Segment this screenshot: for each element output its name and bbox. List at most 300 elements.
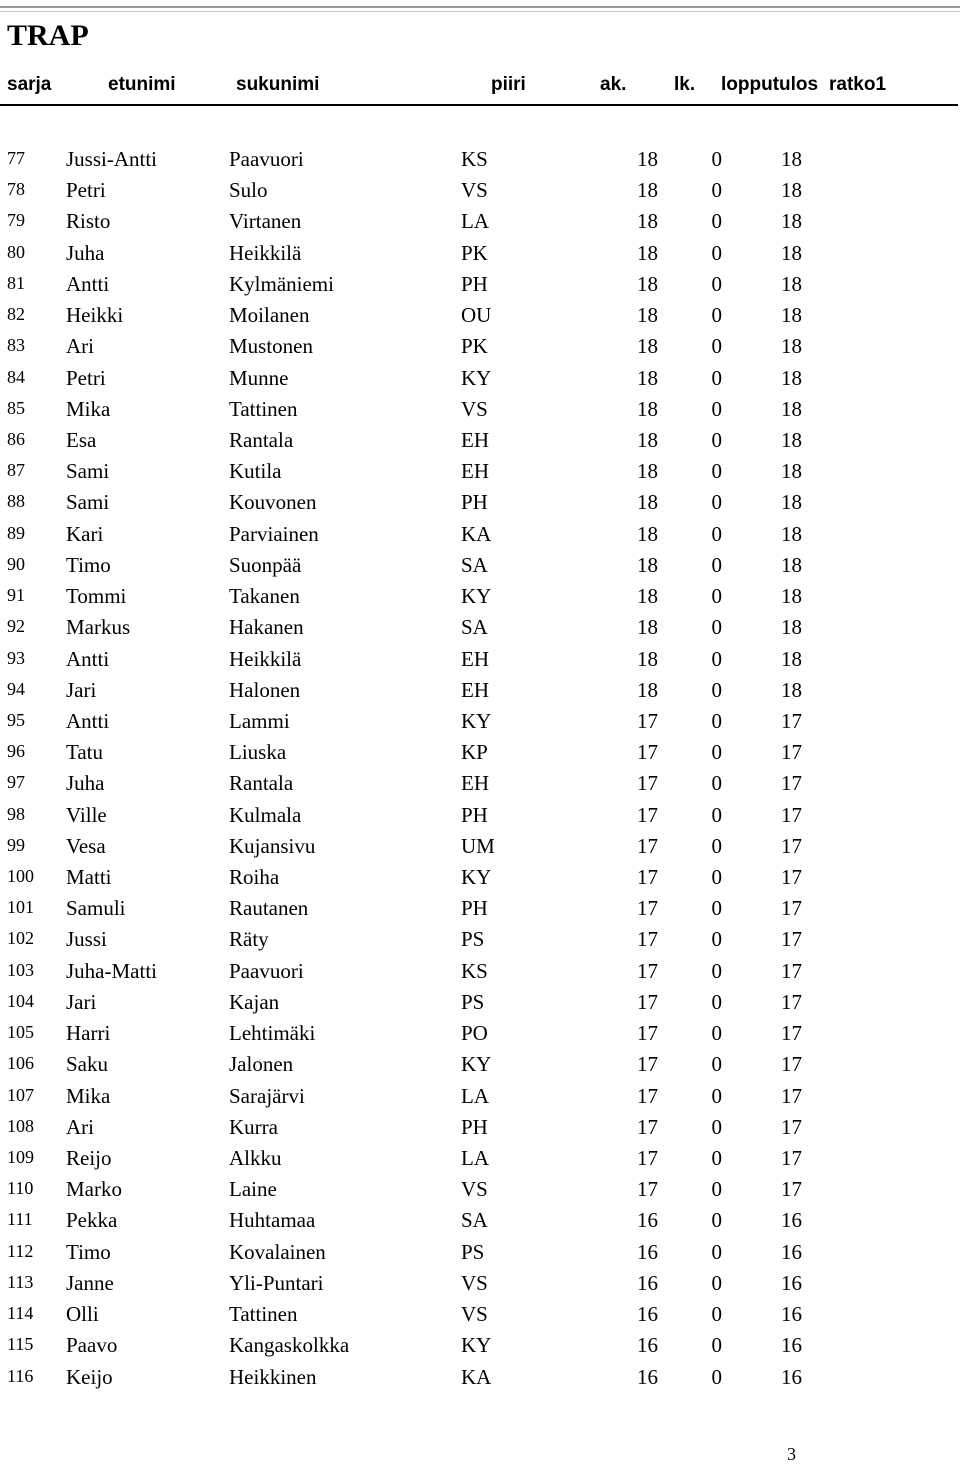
table-row xyxy=(0,176,960,207)
cell-lk: 0 xyxy=(711,927,722,952)
cell-piiri: PH xyxy=(461,896,488,921)
table-row xyxy=(0,207,960,238)
cell-sarja: 100 xyxy=(7,866,34,887)
cell-sukunimi: Rantala xyxy=(229,771,294,796)
cell-lopputulos: 18 xyxy=(781,147,802,171)
cell-etunimi: Timo xyxy=(66,1239,111,1264)
cell-piiri: PO xyxy=(461,1021,488,1046)
cell-piiri: KY xyxy=(461,708,492,733)
cell-piiri: EH xyxy=(461,771,489,796)
cell-piiri: LA xyxy=(461,209,489,234)
table-row xyxy=(0,520,960,551)
cell-sarja: 80 xyxy=(7,241,25,262)
cell-sukunimi: Räty xyxy=(229,927,269,952)
cell-etunimi: Antti xyxy=(66,708,110,733)
cell-ak: 17 xyxy=(637,1177,658,1202)
cell-sarja: 108 xyxy=(7,1115,34,1136)
cell-sukunimi: Paavuori xyxy=(229,147,304,171)
cell-ak: 18 xyxy=(637,490,658,515)
cell-ak: 16 xyxy=(637,1270,658,1295)
cell-lopputulos: 18 xyxy=(781,334,802,359)
cell-sarja: 93 xyxy=(7,647,25,668)
cell-sukunimi: Lammi xyxy=(229,708,290,733)
cell-etunimi: Paavo xyxy=(66,1333,118,1358)
table-row xyxy=(0,551,960,582)
cell-sukunimi: Parviainen xyxy=(229,521,319,546)
cell-sarja: 110 xyxy=(7,1178,34,1199)
cell-sarja: 103 xyxy=(7,959,34,980)
cell-lopputulos: 18 xyxy=(781,584,802,609)
cell-lopputulos: 17 xyxy=(781,989,802,1014)
cell-sukunimi: Rautanen xyxy=(229,896,309,921)
cell-lk: 0 xyxy=(711,1302,722,1327)
cell-lopputulos: 17 xyxy=(781,1083,802,1108)
cell-sukunimi: Heikkilä xyxy=(229,240,302,265)
cell-lopputulos: 17 xyxy=(781,1052,802,1077)
cell-lk: 0 xyxy=(711,334,722,359)
cell-etunimi: Harri xyxy=(66,1021,111,1046)
cell-ak: 18 xyxy=(637,584,658,609)
cell-ak: 18 xyxy=(637,552,658,577)
cell-lopputulos: 18 xyxy=(781,646,802,671)
cell-piiri: VS xyxy=(461,1302,488,1327)
table-row xyxy=(0,145,960,176)
cell-sarja: 111 xyxy=(7,1209,33,1230)
cell-lk: 0 xyxy=(711,958,722,983)
table-row xyxy=(0,925,960,956)
cell-etunimi: Antti xyxy=(66,271,110,296)
cell-piiri: EH xyxy=(461,459,489,484)
table-row xyxy=(0,988,960,1019)
cell-sarja: 96 xyxy=(7,741,25,762)
header-piiri: piiri xyxy=(491,74,526,95)
cell-etunimi: Keijo xyxy=(66,1364,113,1389)
cell-sarja: 116 xyxy=(7,1365,34,1386)
cell-ak: 16 xyxy=(637,1333,658,1358)
cell-piiri: KS xyxy=(461,147,488,171)
cell-lk: 0 xyxy=(711,1021,722,1046)
cell-lopputulos: 16 xyxy=(781,1364,802,1389)
cell-etunimi: Ari xyxy=(66,1114,94,1139)
cell-sukunimi: Kangaskolkka xyxy=(229,1333,350,1358)
cell-sukunimi: Lehtimäki xyxy=(229,1021,316,1046)
table-row xyxy=(0,1082,960,1113)
cell-sukunimi: Heikkilä xyxy=(229,646,302,671)
cell-sukunimi: Moilanen xyxy=(229,303,310,328)
cell-sarja: 83 xyxy=(7,335,25,356)
cell-sukunimi: Tattinen xyxy=(229,396,298,421)
cell-lopputulos: 18 xyxy=(781,209,802,234)
cell-sarja: 79 xyxy=(7,210,25,231)
table-row xyxy=(0,613,960,644)
table-row xyxy=(0,426,960,457)
cell-lk: 0 xyxy=(711,427,722,452)
cell-piiri: PH xyxy=(461,490,488,515)
cell-ak: 17 xyxy=(637,958,658,983)
cell-ak: 18 xyxy=(637,646,658,671)
header-lopputulos: lopputulos xyxy=(721,74,819,95)
cell-lopputulos: 17 xyxy=(781,708,802,733)
table-row xyxy=(0,270,960,301)
cell-sukunimi: Huhtamaa xyxy=(229,1208,316,1233)
cell-etunimi: Antti xyxy=(66,646,110,671)
cell-etunimi: Saku xyxy=(66,1052,108,1077)
cell-ak: 16 xyxy=(637,1364,658,1389)
cell-lk: 0 xyxy=(711,1083,722,1108)
cell-ak: 17 xyxy=(637,1083,658,1108)
table-row xyxy=(0,395,960,426)
cell-sarja: 81 xyxy=(7,272,25,293)
cell-etunimi: Markus xyxy=(66,615,131,640)
cell-lopputulos: 17 xyxy=(781,1021,802,1046)
table-row xyxy=(0,957,960,988)
cell-lk: 0 xyxy=(711,1052,722,1077)
cell-etunimi: Reijo xyxy=(66,1146,112,1170)
cell-sarja: 106 xyxy=(7,1053,34,1074)
table-row xyxy=(0,239,960,270)
cell-lk: 0 xyxy=(711,1146,722,1170)
cell-sarja: 85 xyxy=(7,397,25,418)
cell-ak: 17 xyxy=(637,927,658,952)
cell-lk: 0 xyxy=(711,771,722,796)
cell-sarja: 86 xyxy=(7,428,25,449)
cell-etunimi: Jussi-Antti xyxy=(66,147,158,171)
cell-ak: 18 xyxy=(637,271,658,296)
cell-sarja: 115 xyxy=(7,1334,34,1355)
cell-lopputulos: 17 xyxy=(781,865,802,890)
cell-lk: 0 xyxy=(711,584,722,609)
cell-ak: 18 xyxy=(637,209,658,234)
cell-piiri: PS xyxy=(461,989,485,1014)
table-row xyxy=(0,769,960,800)
page-title: TRAP xyxy=(7,19,89,52)
cell-lk: 0 xyxy=(711,1239,722,1264)
cell-sukunimi: Kouvonen xyxy=(229,490,317,515)
cell-sukunimi: Takanen xyxy=(229,584,300,609)
cell-sarja: 97 xyxy=(7,772,25,793)
table-row xyxy=(0,1144,960,1175)
cell-ak: 17 xyxy=(637,833,658,858)
cell-piiri: KP xyxy=(461,740,488,765)
cell-sarja: 82 xyxy=(7,304,25,325)
cell-ak: 17 xyxy=(637,1021,658,1046)
cell-etunimi: Kari xyxy=(66,521,104,546)
cell-sarja: 99 xyxy=(7,834,25,855)
cell-lopputulos: 17 xyxy=(781,896,802,921)
cell-sarja: 112 xyxy=(7,1240,34,1261)
cell-piiri: VS xyxy=(461,1270,488,1295)
top-border-rule xyxy=(0,6,960,8)
cell-ak: 18 xyxy=(637,677,658,702)
cell-etunimi: Risto xyxy=(66,209,111,234)
cell-etunimi: Sami xyxy=(66,490,110,515)
cell-piiri: EH xyxy=(461,646,489,671)
cell-etunimi: Tatu xyxy=(66,740,104,765)
cell-ak: 18 xyxy=(637,147,658,171)
cell-lopputulos: 17 xyxy=(781,1114,802,1139)
cell-sukunimi: Halonen xyxy=(229,677,301,702)
cell-ak: 17 xyxy=(637,802,658,827)
table-row xyxy=(0,863,960,894)
cell-lk: 0 xyxy=(711,521,722,546)
cell-lopputulos: 16 xyxy=(781,1239,802,1264)
cell-ak: 17 xyxy=(637,1114,658,1139)
cell-sukunimi: Hakanen xyxy=(229,615,304,640)
cell-sarja: 98 xyxy=(7,803,25,824)
cell-ak: 16 xyxy=(637,1208,658,1233)
cell-etunimi: Sami xyxy=(66,459,110,484)
cell-piiri: OU xyxy=(461,303,492,328)
cell-lk: 0 xyxy=(711,989,722,1014)
cell-sarja: 104 xyxy=(7,990,34,1011)
table-row xyxy=(0,457,960,488)
cell-lopputulos: 18 xyxy=(781,365,802,390)
cell-etunimi: Petri xyxy=(66,365,106,390)
table-row xyxy=(0,332,960,363)
cell-piiri: PK xyxy=(461,240,488,265)
cell-lk: 0 xyxy=(711,178,722,203)
cell-etunimi: Olli xyxy=(66,1302,99,1327)
table-row xyxy=(0,1238,960,1269)
cell-ak: 17 xyxy=(637,896,658,921)
cell-piiri: KY xyxy=(461,365,492,390)
cell-sarja: 77 xyxy=(7,148,25,168)
cell-lopputulos: 18 xyxy=(781,303,802,328)
table-header xyxy=(0,70,960,104)
cell-lk: 0 xyxy=(711,1270,722,1295)
cell-sukunimi: Kurra xyxy=(229,1114,278,1139)
cell-ak: 17 xyxy=(637,1146,658,1170)
cell-sukunimi: Kulmala xyxy=(229,802,302,827)
cell-piiri: SA xyxy=(461,552,488,577)
cell-ak: 18 xyxy=(637,178,658,203)
cell-sukunimi: Kujansivu xyxy=(229,833,316,858)
cell-sarja: 101 xyxy=(7,897,34,918)
cell-sukunimi: Alkku xyxy=(229,1146,282,1170)
cell-piiri: KS xyxy=(461,958,488,983)
cell-lk: 0 xyxy=(711,303,722,328)
cell-sukunimi: Yli-Puntari xyxy=(229,1270,324,1295)
table-row xyxy=(0,645,960,676)
cell-sukunimi: Jalonen xyxy=(229,1052,294,1077)
cell-etunimi: Mika xyxy=(66,1083,111,1108)
cell-sukunimi: Kovalainen xyxy=(229,1239,326,1264)
cell-piiri: PH xyxy=(461,271,488,296)
cell-lopputulos: 18 xyxy=(781,427,802,452)
cell-ak: 17 xyxy=(637,740,658,765)
cell-lk: 0 xyxy=(711,646,722,671)
table-row xyxy=(0,1269,960,1300)
cell-ak: 16 xyxy=(637,1239,658,1264)
table-row xyxy=(0,582,960,613)
cell-ak: 17 xyxy=(637,771,658,796)
page-number: 3 xyxy=(787,1444,796,1464)
cell-sukunimi: Munne xyxy=(229,365,289,390)
table-row xyxy=(0,1300,960,1331)
table-row xyxy=(0,488,960,519)
cell-lk: 0 xyxy=(711,677,722,702)
header-sarja: sarja xyxy=(7,74,52,95)
cell-lk: 0 xyxy=(711,365,722,390)
cell-lk: 0 xyxy=(711,490,722,515)
cell-lk: 0 xyxy=(711,209,722,234)
cell-lk: 0 xyxy=(711,865,722,890)
cell-piiri: EH xyxy=(461,677,489,702)
cell-sarja: 105 xyxy=(7,1022,34,1043)
table-row xyxy=(0,364,960,395)
cell-lk: 0 xyxy=(711,708,722,733)
cell-lopputulos: 17 xyxy=(781,958,802,983)
cell-etunimi: Jari xyxy=(66,989,97,1014)
cell-sukunimi: Roiha xyxy=(229,865,280,890)
cell-lopputulos: 16 xyxy=(781,1333,802,1358)
cell-etunimi: Tommi xyxy=(66,584,127,609)
cell-lopputulos: 17 xyxy=(781,1146,802,1170)
cell-ak: 17 xyxy=(637,865,658,890)
cell-piiri: KY xyxy=(461,1052,492,1077)
table-row xyxy=(0,301,960,332)
cell-lk: 0 xyxy=(711,459,722,484)
cell-lk: 0 xyxy=(711,802,722,827)
cell-lk: 0 xyxy=(711,740,722,765)
cell-piiri: PK xyxy=(461,334,488,359)
cell-piiri: PS xyxy=(461,927,485,952)
cell-piiri: SA xyxy=(461,615,488,640)
cell-lopputulos: 18 xyxy=(781,459,802,484)
cell-lk: 0 xyxy=(711,271,722,296)
header-lk: lk. xyxy=(674,74,696,95)
cell-lopputulos: 17 xyxy=(781,833,802,858)
cell-sukunimi: Kutila xyxy=(229,459,282,484)
cell-piiri: PH xyxy=(461,1114,488,1139)
cell-ak: 18 xyxy=(637,615,658,640)
cell-etunimi: Petri xyxy=(66,178,106,203)
cell-piiri: VS xyxy=(461,396,488,421)
cell-ak: 18 xyxy=(637,334,658,359)
cell-lopputulos: 18 xyxy=(781,521,802,546)
cell-sarja: 89 xyxy=(7,522,25,543)
cell-sarja: 87 xyxy=(7,460,25,481)
cell-sukunimi: Virtanen xyxy=(229,209,302,234)
cell-etunimi: Ville xyxy=(66,802,107,827)
cell-piiri: VS xyxy=(461,178,488,203)
cell-sarja: 107 xyxy=(7,1084,34,1105)
cell-sukunimi: Liuska xyxy=(229,740,287,765)
cell-lopputulos: 18 xyxy=(781,490,802,515)
cell-lopputulos: 18 xyxy=(781,240,802,265)
cell-etunimi: Jari xyxy=(66,677,97,702)
cell-piiri: KA xyxy=(461,521,492,546)
cell-sarja: 114 xyxy=(7,1303,34,1324)
cell-sukunimi: Laine xyxy=(229,1177,277,1202)
cell-sukunimi: Kylmäniemi xyxy=(229,271,334,296)
cell-piiri: VS xyxy=(461,1177,488,1202)
table-row xyxy=(0,801,960,832)
top-border-rule-secondary xyxy=(0,11,960,12)
cell-lk: 0 xyxy=(711,147,722,171)
cell-sukunimi: Sulo xyxy=(229,178,268,203)
cell-lk: 0 xyxy=(711,1208,722,1233)
header-rule xyxy=(0,104,958,106)
cell-lopputulos: 16 xyxy=(781,1270,802,1295)
cell-etunimi: Samuli xyxy=(66,896,126,921)
cell-etunimi: Matti xyxy=(66,865,112,890)
results-table-body xyxy=(0,145,960,1394)
cell-piiri: PH xyxy=(461,802,488,827)
cell-lopputulos: 17 xyxy=(781,927,802,952)
cell-sarja: 92 xyxy=(7,616,25,637)
cell-sarja: 91 xyxy=(7,585,25,606)
cell-ak: 18 xyxy=(637,303,658,328)
cell-lopputulos: 17 xyxy=(781,802,802,827)
cell-lopputulos: 18 xyxy=(781,615,802,640)
cell-ak: 18 xyxy=(637,365,658,390)
cell-sukunimi: Paavuori xyxy=(229,958,304,983)
cell-lopputulos: 18 xyxy=(781,552,802,577)
cell-piiri: EH xyxy=(461,427,489,452)
cell-lk: 0 xyxy=(711,240,722,265)
cell-sukunimi: Rantala xyxy=(229,427,294,452)
header-ratko1: ratko1 xyxy=(829,74,887,95)
cell-etunimi: Juha xyxy=(66,240,105,265)
cell-sukunimi: Suonpää xyxy=(229,552,302,577)
table-row xyxy=(0,832,960,863)
cell-piiri: UM xyxy=(461,833,495,858)
cell-sarja: 102 xyxy=(7,928,34,949)
cell-sarja: 109 xyxy=(7,1147,34,1167)
header-sukunimi: sukunimi xyxy=(236,74,320,95)
cell-etunimi: Mika xyxy=(66,396,111,421)
cell-ak: 18 xyxy=(637,459,658,484)
cell-piiri: KY xyxy=(461,865,492,890)
cell-lopputulos: 16 xyxy=(781,1302,802,1327)
cell-piiri: KY xyxy=(461,1333,492,1358)
cell-piiri: KY xyxy=(461,584,492,609)
cell-ak: 16 xyxy=(637,1302,658,1327)
cell-sarja: 90 xyxy=(7,553,25,574)
cell-ak: 18 xyxy=(637,521,658,546)
cell-sarja: 94 xyxy=(7,678,25,699)
cell-etunimi: Vesa xyxy=(66,833,106,858)
cell-lk: 0 xyxy=(711,833,722,858)
table-row xyxy=(0,894,960,925)
cell-sukunimi: Tattinen xyxy=(229,1302,298,1327)
cell-ak: 18 xyxy=(637,427,658,452)
cell-piiri: PS xyxy=(461,1239,485,1264)
cell-ak: 17 xyxy=(637,708,658,733)
cell-piiri: SA xyxy=(461,1208,488,1233)
table-row xyxy=(0,738,960,769)
cell-etunimi: Janne xyxy=(66,1270,114,1295)
cell-piiri: LA xyxy=(461,1146,489,1170)
cell-ak: 17 xyxy=(637,1052,658,1077)
cell-etunimi: Esa xyxy=(66,427,97,452)
table-row xyxy=(0,1206,960,1237)
table-row xyxy=(0,1331,960,1362)
cell-etunimi: Jussi xyxy=(66,927,107,952)
cell-etunimi: Marko xyxy=(66,1177,122,1202)
cell-lopputulos: 18 xyxy=(781,396,802,421)
cell-lk: 0 xyxy=(711,552,722,577)
cell-sukunimi: Kajan xyxy=(229,989,280,1014)
table-row xyxy=(0,676,960,707)
header-ak: ak. xyxy=(600,74,627,95)
cell-etunimi: Pekka xyxy=(66,1208,118,1233)
table-row xyxy=(0,707,960,738)
cell-sarja: 113 xyxy=(7,1271,34,1292)
cell-sarja: 88 xyxy=(7,491,25,512)
table-row xyxy=(0,1363,960,1394)
